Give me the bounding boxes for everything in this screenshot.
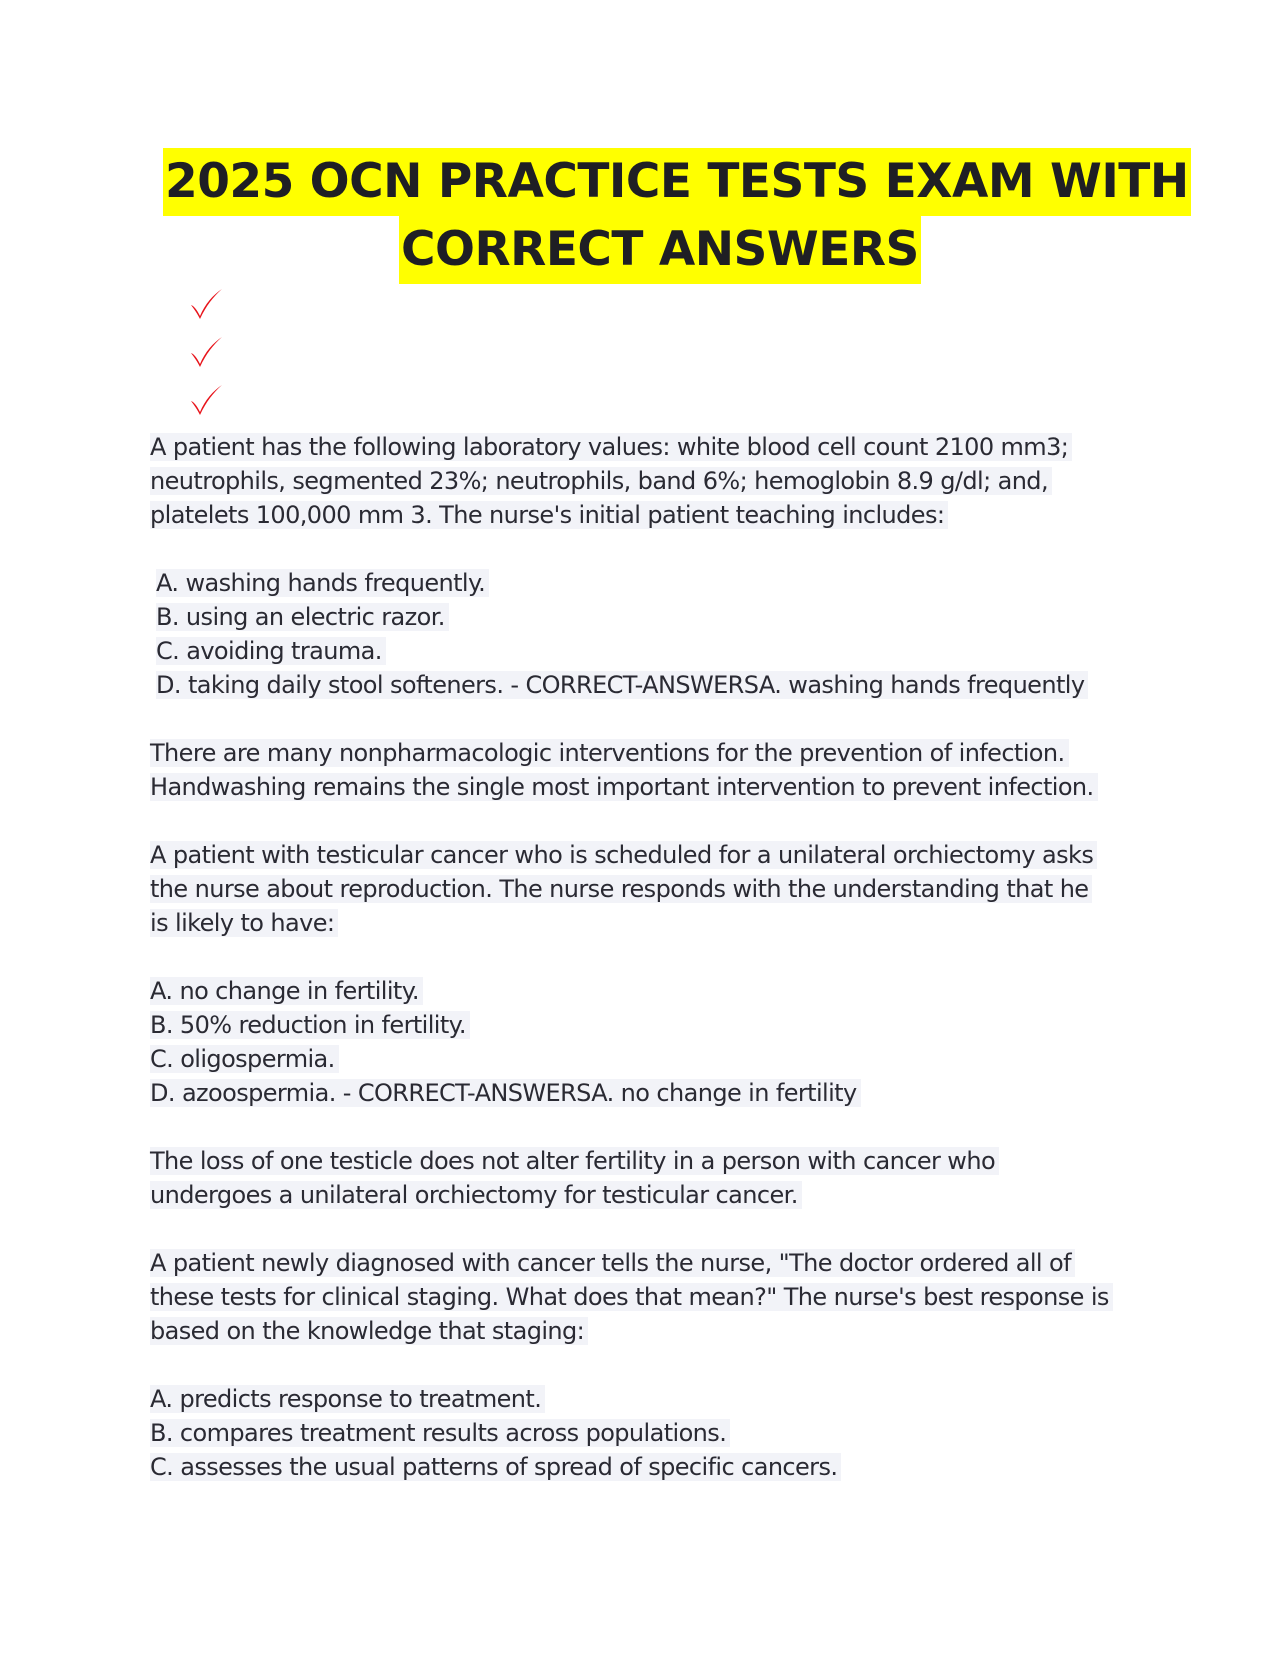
answer-option: B. 50% reduction in fertility. bbox=[150, 1008, 1150, 1042]
question-1 bbox=[150, 430, 1150, 804]
question-stem-line: platelets 100,000 mm 3. The nurse's initial patient teaching includes: bbox=[150, 498, 1150, 532]
rationale-line: There are many nonpharmacologic interventions for the prevention of infection. bbox=[150, 736, 1150, 770]
question-stem-line: these tests for clinical staging. What does that mean?" The nurse's best response is bbox=[150, 1280, 1150, 1314]
answer-option-with-correct-answer: D. taking daily stool softeners. - CORRECT-ANSWERSA. washing hands frequently bbox=[150, 668, 1150, 702]
answer-option: A. no change in fertility. bbox=[150, 974, 1150, 1008]
check-icon bbox=[188, 382, 224, 418]
question-stem-line: is likely to have: bbox=[150, 906, 1150, 940]
check-icon bbox=[188, 334, 224, 370]
question-stem-line: based on the knowledge that staging: bbox=[150, 1314, 1150, 1348]
answer-option: C. oligospermia. bbox=[150, 1042, 1150, 1076]
answer-option: A. washing hands frequently. bbox=[150, 566, 1150, 600]
rationale-line: Handwashing remains the single most important intervention to prevent infection. bbox=[150, 770, 1150, 804]
document-body bbox=[150, 430, 1150, 1484]
check-icon bbox=[188, 286, 224, 322]
answer-option: C. assesses the usual patterns of spread of specific cancers. bbox=[150, 1450, 1150, 1484]
title-line-2: CORRECT ANSWERS bbox=[399, 216, 921, 284]
answer-option-with-correct-answer: D. azoospermia. - CORRECT-ANSWERSA. no change in fertility bbox=[150, 1076, 1150, 1110]
rationale-line: undergoes a unilateral orchiectomy for testicular cancer. bbox=[150, 1178, 1150, 1212]
question-stem-line: A patient newly diagnosed with cancer tells the nurse, "The doctor ordered all of bbox=[150, 1246, 1150, 1280]
answer-option: B. using an electric razor. bbox=[150, 600, 1150, 634]
question-2 bbox=[150, 838, 1150, 1212]
question-stem-line: the nurse about reproduction. The nurse responds with the understanding that he bbox=[150, 872, 1150, 906]
question-stem-line: A patient with testicular cancer who is scheduled for a unilateral orchiectomy asks bbox=[150, 838, 1150, 872]
answer-option: A. predicts response to treatment. bbox=[150, 1382, 1150, 1416]
question-3 bbox=[150, 1246, 1150, 1484]
question-stem-line: neutrophils, segmented 23%; neutrophils, band 6%; hemoglobin 8.9 g/dl; and, bbox=[150, 464, 1150, 498]
answer-option: C. avoiding trauma. bbox=[150, 634, 1150, 668]
title-line-1: 2025 OCN PRACTICE TESTS EXAM WITH bbox=[163, 148, 1191, 216]
answer-option: B. compares treatment results across populations. bbox=[150, 1416, 1150, 1450]
check-list bbox=[188, 286, 248, 430]
question-stem-line: A patient has the following laboratory values: white blood cell count 2100 mm3; bbox=[150, 430, 1150, 464]
rationale-line: The loss of one testicle does not alter fertility in a person with cancer who bbox=[150, 1144, 1150, 1178]
